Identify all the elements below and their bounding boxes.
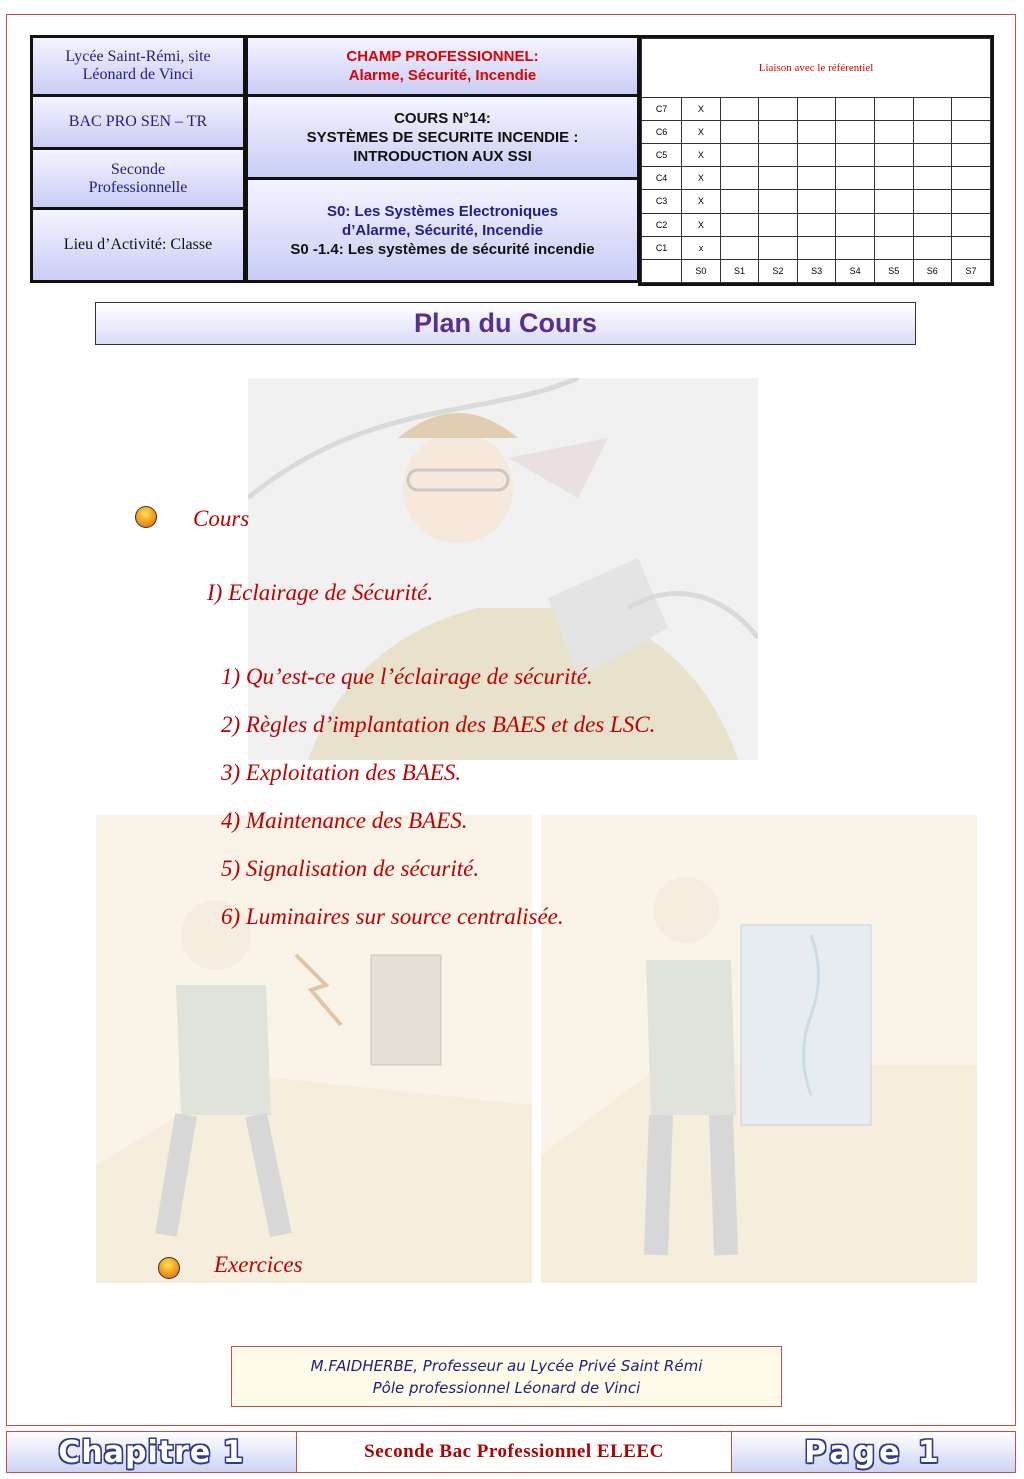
empty-cell xyxy=(913,144,952,167)
empty-cell xyxy=(952,236,991,259)
competence-mark: X xyxy=(682,167,721,190)
competence-mark: X xyxy=(682,213,721,236)
class-level: Seconde Professionnelle xyxy=(33,150,243,207)
competence-mark: X xyxy=(682,144,721,167)
empty-cell xyxy=(720,121,759,144)
competence-mark: X xyxy=(682,97,721,120)
empty-cell xyxy=(836,167,875,190)
empty-cell xyxy=(759,167,798,190)
empty-cell xyxy=(759,121,798,144)
empty-cell xyxy=(874,121,913,144)
empty-cell xyxy=(797,236,836,259)
empty-cell xyxy=(720,97,759,120)
savoir-column-label: S4 xyxy=(836,259,875,282)
header-course-column xyxy=(245,35,640,283)
savoir-column-label: S5 xyxy=(874,259,913,282)
electrician-illustration xyxy=(248,378,758,760)
empty-cell xyxy=(720,190,759,213)
cours-label: Cours xyxy=(193,506,250,531)
empty-cell xyxy=(952,167,991,190)
referential-row xyxy=(642,190,991,213)
empty-cell xyxy=(913,190,952,213)
referential-row xyxy=(642,213,991,236)
empty-cell xyxy=(759,190,798,213)
competence-label: C6 xyxy=(642,121,682,144)
savoir-column-label: S1 xyxy=(720,259,759,282)
header-info-column xyxy=(30,35,246,283)
course-heading: COURS N°14: SYSTÈMES DE SECURITE INCENDIE : INTRODUCTION AUX SSI xyxy=(248,97,637,177)
author-line-2: Pôle professionnel Léonard de Vinci xyxy=(372,1378,641,1397)
exercices-bullet-icon xyxy=(158,1257,180,1279)
electric-shock-illustration xyxy=(96,815,532,1283)
empty-cell xyxy=(836,121,875,144)
empty-cell xyxy=(874,236,913,259)
savoir-column-label: S3 xyxy=(797,259,836,282)
empty-cell xyxy=(952,213,991,236)
plan-title: Plan du Cours xyxy=(413,308,597,338)
referential-row xyxy=(642,167,991,190)
school-name: Lycée Saint-Rémi, site Léonard de Vinci xyxy=(33,38,243,94)
cours-bullet-icon xyxy=(135,506,157,528)
savoir-column-label: S0 xyxy=(682,259,721,282)
exercices-label: Exercices xyxy=(214,1252,303,1277)
electrical-panel-illustration xyxy=(541,815,977,1283)
professional-field: CHAMP PROFESSIONNEL: Alarme, Sécurité, Incendie xyxy=(248,38,637,94)
activity-location: Lieu d’Activité: Classe xyxy=(33,210,243,280)
empty-cell xyxy=(836,144,875,167)
empty-cell xyxy=(759,97,798,120)
empty-cell xyxy=(720,236,759,259)
competence-label: C5 xyxy=(642,144,682,167)
author-box xyxy=(231,1346,782,1407)
empty-cell xyxy=(913,236,952,259)
empty-cell xyxy=(797,121,836,144)
empty-cell xyxy=(913,213,952,236)
outline-item: 1) Qu’est-ce que l’éclairage de sécurité. xyxy=(221,664,593,689)
referential-row xyxy=(642,144,991,167)
footer-course: Seconde Bac Professionnel ELEEC xyxy=(297,1432,732,1472)
competence-label: C1 xyxy=(642,236,682,259)
competence-label: C2 xyxy=(642,213,682,236)
empty-cell xyxy=(836,213,875,236)
footer-page: Page 1 xyxy=(732,1432,1015,1472)
empty-cell xyxy=(797,97,836,120)
empty-cell xyxy=(797,190,836,213)
empty-cell xyxy=(797,213,836,236)
savoir-column-label: S7 xyxy=(952,259,991,282)
referential-table xyxy=(638,35,994,286)
competence-label: C4 xyxy=(642,167,682,190)
empty-cell xyxy=(952,97,991,120)
empty-cell xyxy=(874,213,913,236)
savoir-reference: S0: Les Systèmes Electroniques d’Alarme, Sécurité, Incendie S0 -1.4: Les systèmes de sécurité incendie xyxy=(248,180,637,280)
competence-label: C7 xyxy=(642,97,682,120)
empty-cell xyxy=(913,97,952,120)
referential-row xyxy=(642,121,991,144)
empty-cell xyxy=(952,121,991,144)
empty-cell xyxy=(720,144,759,167)
empty-cell xyxy=(874,167,913,190)
competence-mark: X xyxy=(682,121,721,144)
competence-mark: x xyxy=(682,236,721,259)
outline-item: 2) Règles d’implantation des BAES et des LSC. xyxy=(221,712,656,737)
empty-cell xyxy=(952,190,991,213)
savoir-header-row xyxy=(642,259,991,282)
empty-cell xyxy=(797,167,836,190)
empty-cell xyxy=(836,236,875,259)
savoir-column-label: S6 xyxy=(913,259,952,282)
corner-cell xyxy=(642,259,682,282)
page-footer xyxy=(6,1431,1016,1473)
empty-cell xyxy=(874,190,913,213)
referential-title: Liaison avec le référentiel xyxy=(642,39,991,98)
outline-item: 4) Maintenance des BAES. xyxy=(221,808,468,833)
part-title: I) Eclairage de Sécurité. xyxy=(207,580,434,605)
empty-cell xyxy=(797,144,836,167)
footer-chapter: Chapitre 1 xyxy=(7,1432,297,1472)
plan-title-banner xyxy=(95,302,916,345)
savoir-column-label: S2 xyxy=(759,259,798,282)
empty-cell xyxy=(836,190,875,213)
outline-item: 5) Signalisation de sécurité. xyxy=(221,856,480,881)
empty-cell xyxy=(874,97,913,120)
author-line-1: M.FAIDHERBE, Professeur au Lycée Privé Saint Rémi xyxy=(310,1356,703,1375)
program-name: BAC PRO SEN – TR xyxy=(33,97,243,147)
competence-mark: X xyxy=(682,190,721,213)
empty-cell xyxy=(759,213,798,236)
empty-cell xyxy=(720,213,759,236)
empty-cell xyxy=(874,144,913,167)
empty-cell xyxy=(720,167,759,190)
outline-item: 3) Exploitation des BAES. xyxy=(221,760,462,785)
empty-cell xyxy=(952,144,991,167)
referential-row xyxy=(642,236,991,259)
referential-row xyxy=(642,97,991,120)
empty-cell xyxy=(913,167,952,190)
empty-cell xyxy=(913,121,952,144)
empty-cell xyxy=(759,236,798,259)
empty-cell xyxy=(836,97,875,120)
outline-item: 6) Luminaires sur source centralisée. xyxy=(221,904,564,929)
competence-label: C3 xyxy=(642,190,682,213)
empty-cell xyxy=(759,144,798,167)
